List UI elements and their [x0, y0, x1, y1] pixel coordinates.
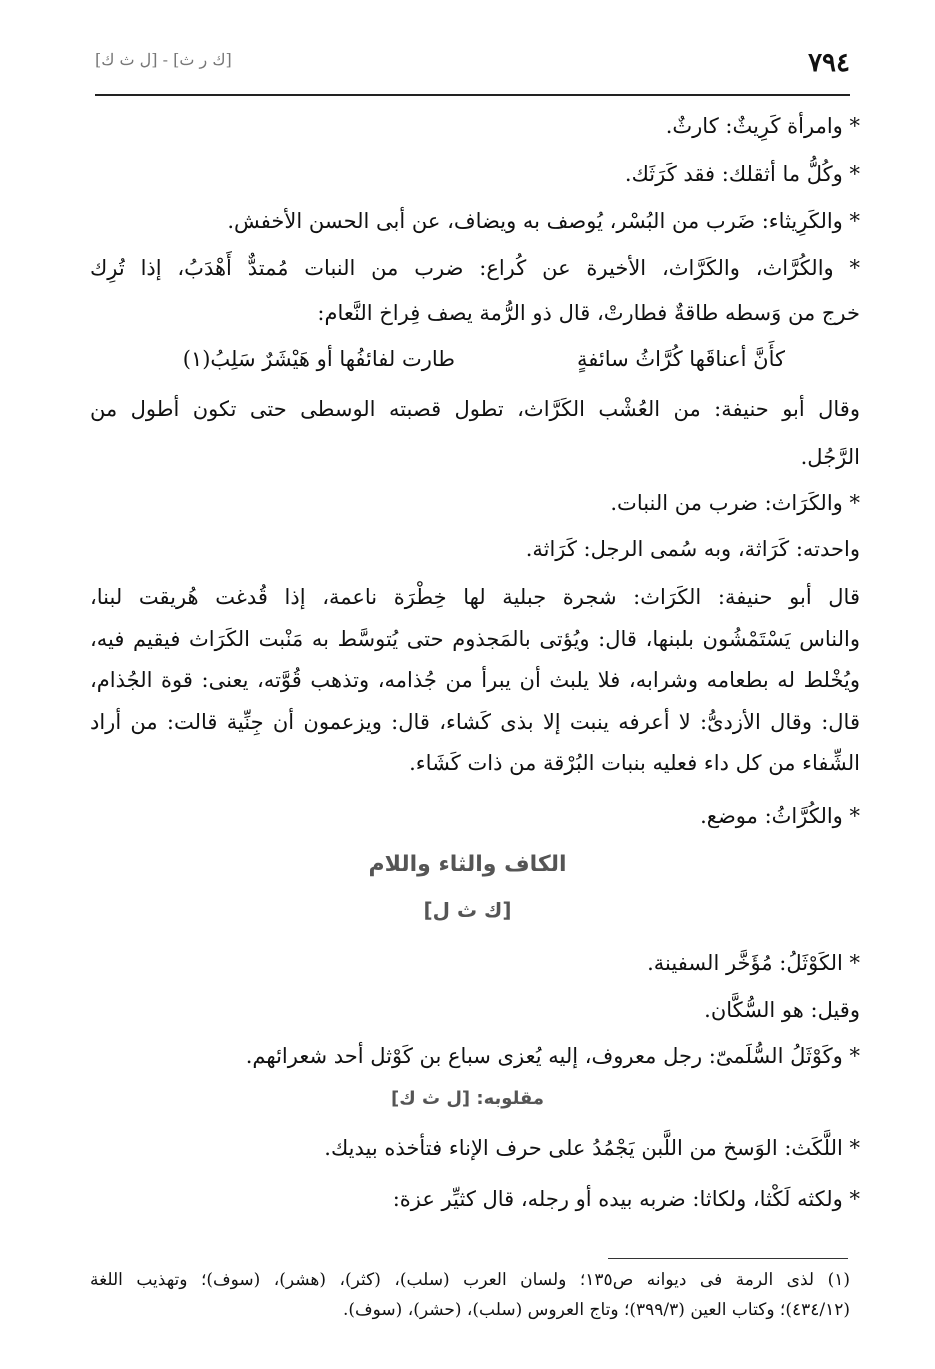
text-line: * وامرأة كَرِيثٌ: كارثٌ.	[665, 114, 860, 138]
text-line: قال أبو حنيفة: الكَرَاث: شجرة جبلية لها خِطْرَة ناعمة، إذا قُدغت هُريقت لبنا،	[90, 585, 860, 609]
text-line: خرج من وَسطه طاقةٌ فطارتْ، قال ذو الرُّمة يصف فِراخ النَّعام:	[317, 301, 860, 325]
text-line: واحدته: كَرَاثة، وبه سُمى الرجل: كَرَاثة.	[525, 537, 860, 561]
page-number: ٧٩٤	[808, 48, 850, 78]
footnote-line: (١) لذى الرمة فى ديوانه ص١٣٥؛ ولسان العرب (سلب)، (كثر)، (هشر)، (سوف)؛ وتهذيب اللغة	[90, 1270, 850, 1290]
text-line: * وكُلُّ ما أثقلك: فقد كَرَثَك.	[624, 162, 860, 186]
text-line: * والكُرَّاث، والكَرَّاث، الأخيرة عن كُراع: ضرب من النبات مُمتدٌّ أَهْدَبُ، إذا تُرِك	[90, 256, 860, 280]
text-line: والناس يَسْتَمْشُون بلبنها، قال: ويُؤتى بالمَجذوم حتى يُتوسَّط به مَنْبت الكَرَاث فيقيم فيه،	[90, 627, 860, 651]
section-heading: الكاف والثاء واللام	[368, 852, 567, 877]
verse-second-hemistich: طارت لفائفُها أو هَيْشَرٌ سَلِبُ(١)	[182, 347, 455, 371]
text-line: * اللَّكَث: الوَسخ من اللَّبن يَجْمُدُ على حرف الإناء فتأخذه بيديك.	[324, 1136, 860, 1160]
text-line: * والكُرَّاثُ: موضع.	[700, 804, 860, 828]
text-line: * وكَوْثَلُ السُّلَمىّ: رجل معروف، إليه يُعزى سباع بن كَوْثل أحد شعرائهم.	[245, 1044, 860, 1068]
text-line: * الكَوْثَلُ: مُؤَخَّر السفينة.	[647, 951, 860, 975]
text-line: الشِّفاء من كل داء فعليه بنبات البُرْقة من ذات كَشَاء.	[409, 751, 860, 775]
page-header	[95, 44, 850, 96]
inversion-heading: مقلوبه: [ل ث ك]	[390, 1088, 545, 1109]
text-line: * والكَرَاث: ضرب من النبات.	[610, 491, 860, 515]
text-line: * والكَرِيثاء: ضَرب من البُسْر، يُوصف به ويضاف، عن أبى الحسن الأخفش.	[227, 209, 860, 233]
subsection-heading: [ك ث ل]	[423, 898, 512, 922]
text-line: وقيل: هو السُّكَّان.	[704, 998, 860, 1022]
text-line: الرَّجُل.	[800, 445, 860, 469]
text-line: وقال أبو حنيفة: من العُشْب الكَرَّاث، تطول قصبته الوسطى حتى تكون أطول من	[90, 397, 860, 421]
text-line: * ولكثه لَكْثا، ولكاثا: ضربه بيده أو رجله، قال كثيِّر عزة:	[392, 1187, 860, 1211]
text-line: ويُخْلط له بطعامه وشرابه، فلا يلبث أن يبرأ من جُذامه، وتذهب قُوَّته، يعنى: قوة الجُذام،	[90, 668, 860, 692]
root-range: [ك ر ث] - [ل ث ك]	[95, 50, 232, 69]
footnote-divider	[608, 1258, 848, 1259]
text-line: قال: وقال الأزدىُّ: لا أعرفه ينبت إلا بذى كَشاء، قال: ويزعمون أن جِنِّية قالت: من أراد	[90, 710, 860, 734]
footnote-line: (٤٣٤/١٢)؛ وكتاب العين (٣٩٩/٣)؛ وتاج العروس (سلب)، (حشر)، (سوف).	[342, 1300, 850, 1320]
verse-first-hemistich: كأَنَّ أعناقَها كُرَّاثُ سائفةٍ	[577, 347, 785, 371]
